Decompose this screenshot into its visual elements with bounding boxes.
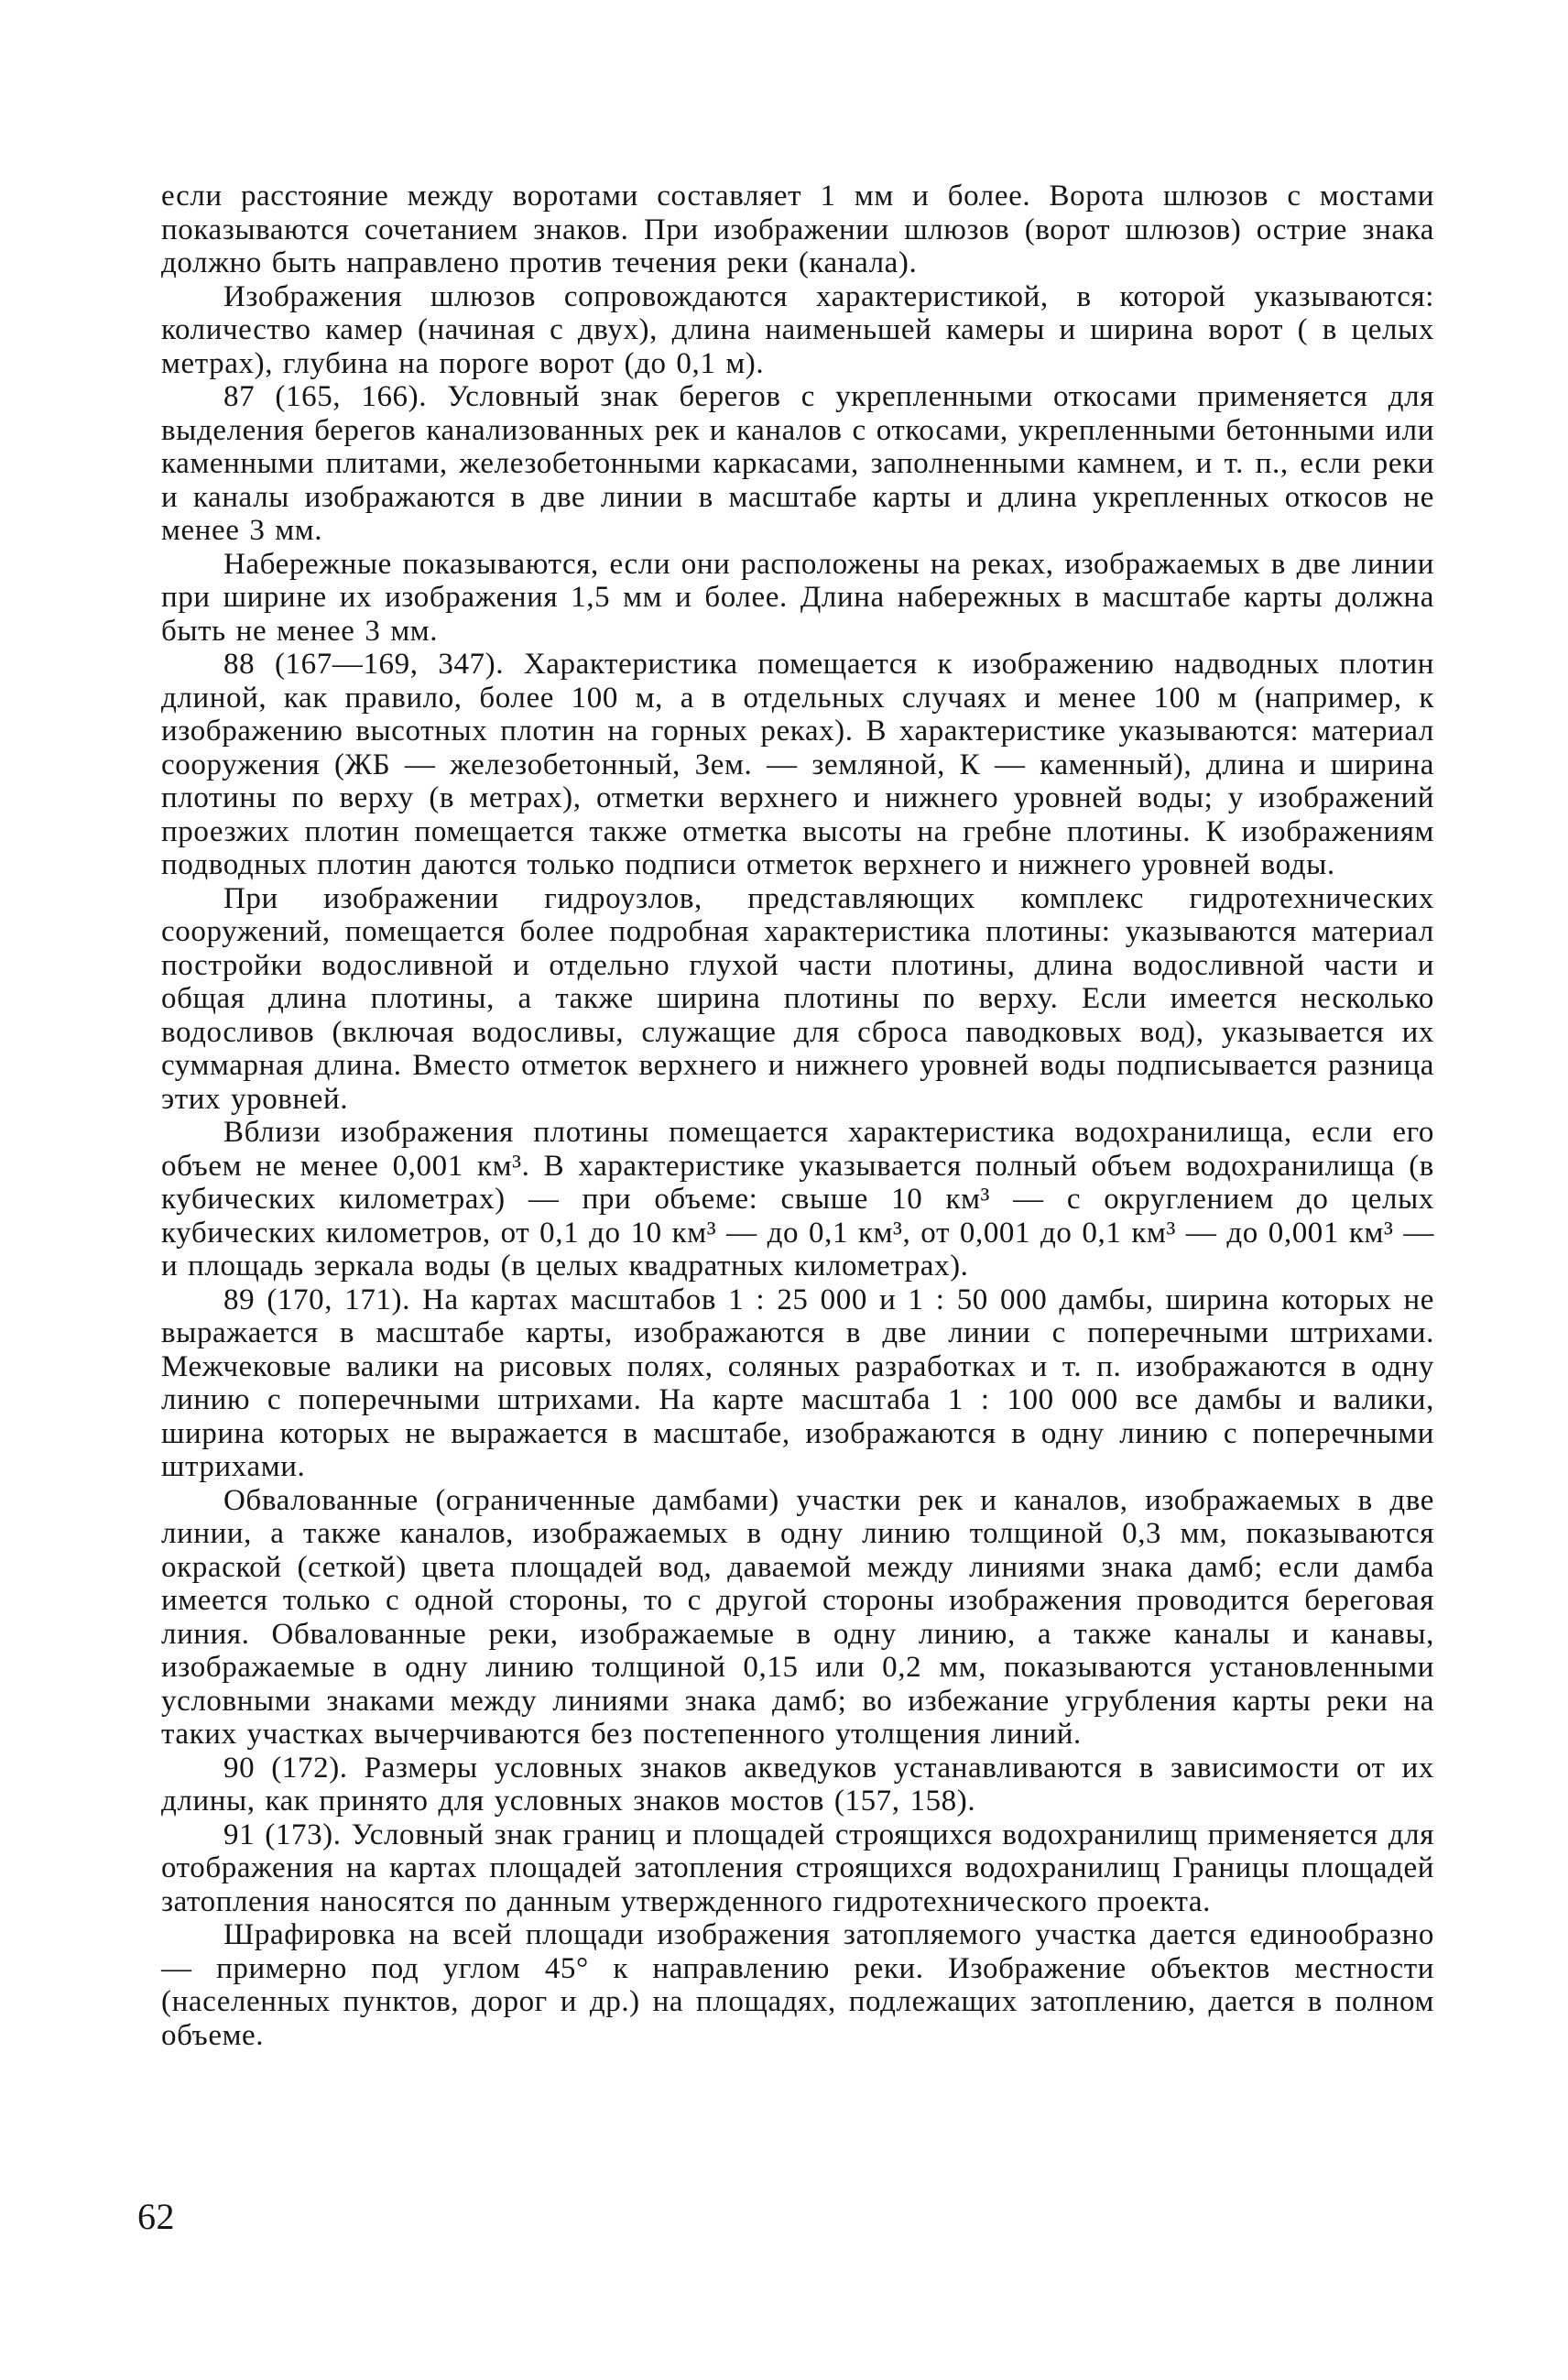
paragraph-embanked-rivers: Обвалованные (ограниченные дамбами) участки рек и каналов, изображаемых в две линии, а также каналов, изображаемых в одну линию толщиной 0,3 мм, показываются окраской (сеткой) цвета площадей вод, даваемой между линиями знака дамб; если дамба имеется только с одной стороны, то с другой стороны изображения проводится береговая линия. Обвалованные реки, изображаемые в одну линию, а также каналы и канавы, изображаемые в одну линию толщиной 0,15 или 0,2 мм, показываются установленными условными знаками между линиями знака дамб; во избежание угрубления карты реки на таких участках вычерчиваются без постепенного утолщения линий. [161,1483,1434,1751]
paragraph-90-aqueducts: 90 (172). Размеры условных знаков акведуков устанавливаются в зависимости от их длины, как принято для условных знаков мостов (157, 158). [161,1751,1434,1818]
paragraph-hydro-nodes: При изображении гидроузлов, представляющих комплекс гидротехнических сооружений, помещается более подробная характеристика плотины: указываются материал постройки водосливной и отдельно глухой части плотины, длина водосливной части и общая длина плотины, а также ширина плотины по верху. Если имеется несколько водосливов (включая водосливы, служащие для сброса паводковых вод), указывается их суммарная длина. Вместо отметок верхнего и нижнего уровней воды подписывается разница этих уровней. [161,881,1434,1116]
paragraph-lock-characteristics: Изображения шлюзов сопровождаются характеристикой, в которой указываются: количество камер (начиная с двух), длина наименьшей камеры и ширина ворот ( в целых метрах), глубина на пороге ворот (до 0,1 м). [161,279,1434,380]
paragraph-continuation: если расстояние между воротами составляет 1 мм и более. Ворота шлюзов с мостами показываются сочетанием знаков. При изображении шлюзов (ворот шлюзов) острие знака должно быть направлено против течения реки (канала). [161,180,1434,279]
paragraph-87-reinforced-banks: 87 (165, 166). Условный знак берегов с укрепленными откосами применяется для выделения берегов канализованных рек и каналов с откосами, укрепленными бетонными или каменными плитами, железобетонными каркасами, заполненными камнем, и т. п., если реки и каналы изображаются в две линии в масштабе карты и длина укрепленных откосов не менее 3 мм. [161,380,1434,547]
paragraph-hatching: Шрафировка на всей площади изображения затопляемого участка дается единообразно — примерно под углом 45° к направлению реки. Изображение объектов местности (населенных пунктов, дорог и др.) на площадях, подлежащих затоплению, дается в полном объеме. [161,1918,1434,2052]
paragraph-91-reservoirs-under-construction: 91 (173). Условный знак границ и площадей строящихся водохранилищ применяется для отображения на картах площадей затопления строящихся водохранилищ Границы площадей затопления наносятся по данным утвержденного гидротехнического проекта. [161,1818,1434,1918]
paragraph-reservoir: Вблизи изображения плотины помещается характеристика водохранилища, если его объем не менее 0,001 км³. В характеристике указывается полный объем водохранилища (в кубических километрах) — при объеме: свыше 10 км³ — с округлением до целых кубических километров, от 0,1 до 10 км³ — до 0,1 км³, от 0,001 до 0,1 км³ — до 0,001 км³ — и площадь зеркала воды (в целых квадратных километрах). [161,1116,1434,1283]
page-number: 62 [137,2196,175,2237]
paragraph-88-dams: 88 (167—169, 347). Характеристика помещается к изображению надводных плотин длиной, как правило, более 100 м, а в отдельных случаях и менее 100 м (например, к изображению высотных плотин на горных реках). В характеристике указываются: материал сооружения (ЖБ — железобетонный, Зем. — земляной, К — каменный), длина и ширина плотины по верху (в метрах), отметки верхнего и нижнего уровней воды; у изображений проезжих плотин помещается также отметка высоты на гребне плотины. К изображениям подводных плотин даются только подписи отметок верхнего и нижнего уровней воды. [161,648,1434,881]
body-text [161,180,1434,2052]
paragraph-89-levees: 89 (170, 171). На картах масштабов 1 : 25 000 и 1 : 50 000 дамбы, ширина которых не выражается в масштабе карты, изображаются в две линии с поперечными штрихами. Межчековые валики на рисовых полях, соляных разработках и т. п. изображаются в одну линию с поперечными штрихами. На карте масштаба 1 : 100 000 все дамбы и валики, ширина которых не выражается в масштабе, изображаются в одну линию с поперечными штрихами. [161,1283,1434,1483]
paragraph-embankments: Набережные показываются, если они расположены на реках, изображаемых в две линии при ширине их изображения 1,5 мм и более. Длина набережных в масштабе карты должна быть не менее 3 мм. [161,547,1434,648]
